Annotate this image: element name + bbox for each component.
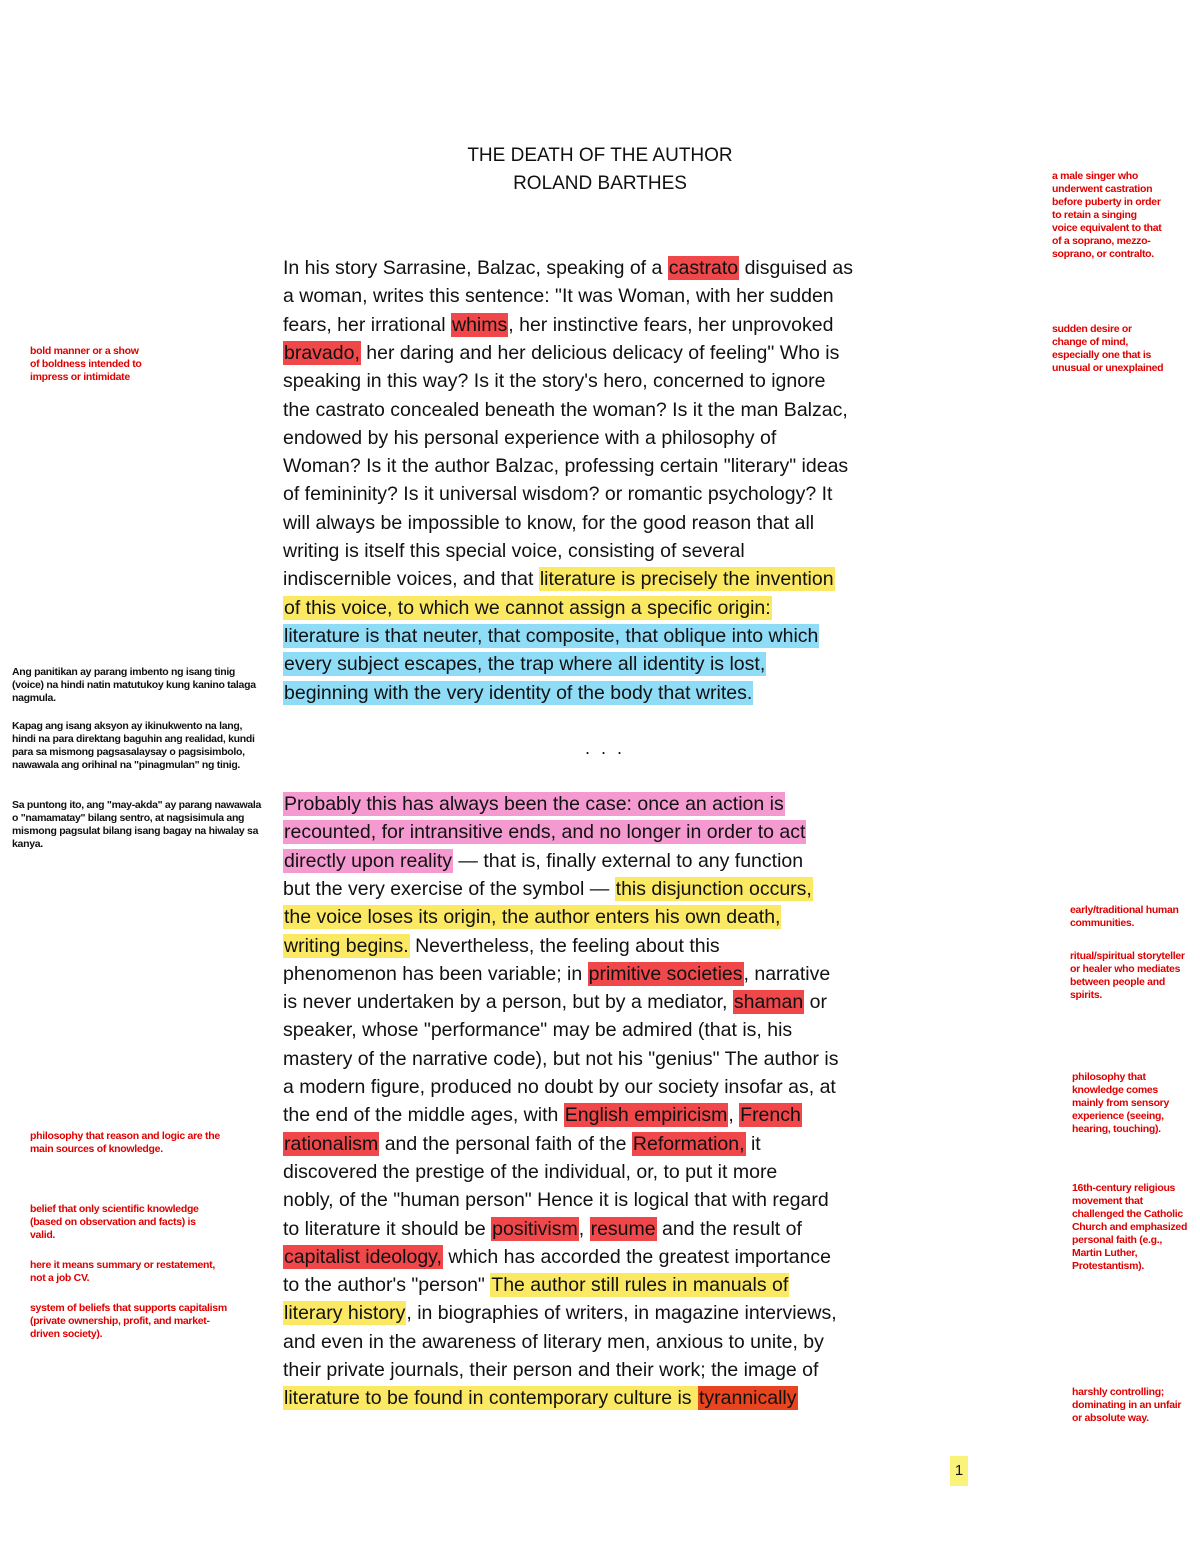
text-run: mastery of the narrative code), but not his "genius" The author is	[283, 1047, 839, 1070]
text-run: ,	[728, 1104, 740, 1127]
highlighted-text: the voice loses its origin, the author enters his own death,	[284, 906, 781, 929]
text-line	[283, 282, 834, 310]
text-line	[283, 650, 766, 678]
text-run: , her instinctive fears, her unprovoked	[508, 313, 834, 336]
text-run: a woman, writes this sentence: "It was Woman, with her sudden	[283, 285, 834, 308]
text-line	[283, 1243, 831, 1271]
text-line	[283, 1158, 777, 1186]
text-line	[283, 1384, 798, 1412]
highlighted-text: French	[740, 1104, 801, 1127]
highlighted-text: The author still rules in manuals of	[491, 1274, 789, 1297]
highlighted-text: shaman	[733, 991, 804, 1014]
highlighted-text: tyrannically	[698, 1387, 797, 1410]
text-line	[283, 1186, 829, 1214]
text-line	[283, 1271, 789, 1299]
ellipsis: . . .	[585, 738, 626, 758]
note-positivism: belief that only scientific knowledge (based on observation and facts) is valid.	[30, 1203, 199, 1241]
text-line	[283, 932, 720, 960]
highlighted-text: whims	[452, 313, 508, 336]
note-rationalism: philosophy that reason and logic are the main sources of knowledge.	[30, 1130, 220, 1155]
text-run: will always be impossible to know, for the good reason that all	[283, 511, 815, 534]
text-run: and the result of	[656, 1217, 802, 1240]
text-run: of femininity? Is it universal wisdom? or romantic psychology? It	[283, 483, 833, 506]
note-resume: here it means summary or restatement, not a job CV.	[30, 1259, 215, 1284]
note-tagalog-3: Sa puntong ito, ang "may-akda" ay parang nawawala o "namamatay" bilang sentro, at nagsisimula ang mismong pagsulat bilang isang bagay na hiwalay sa kanya.	[12, 799, 262, 850]
text-line	[283, 818, 806, 846]
text-run: indiscernible voices, and that	[283, 568, 539, 591]
text-line	[283, 1299, 837, 1327]
highlighted-text: every subject escapes, the trap where all identity is lost,	[284, 653, 766, 676]
highlighted-text: recounted, for intransitive ends, and no longer in order to act	[284, 821, 806, 844]
text-run: speaking in this way? Is it the story's hero, concerned to ignore	[283, 370, 826, 393]
text-line	[283, 1016, 792, 1044]
text-run: , in biographies of writers, in magazine interviews,	[406, 1302, 837, 1325]
text-run: is never undertaken by a person, but by a mediator,	[283, 991, 733, 1014]
note-empiricism: philosophy that knowledge comes mainly from sensory experience (seeing, hearing, touching).	[1072, 1071, 1170, 1135]
text-line	[283, 847, 803, 875]
note-bravado: bold manner or a show of boldness intended to impress or intimidate	[30, 345, 142, 383]
text-line	[283, 367, 825, 395]
text-line	[283, 790, 785, 818]
highlighted-text: literature is that neuter, that composite, that oblique into which	[284, 624, 819, 647]
text-run: the castrato concealed beneath the woman? Is it the man Balzac,	[283, 398, 848, 421]
note-reformation: 16th-century religious movement that challenged the Catholic Church and emphasized personal faith (e.g., Martin Luther, Protestantism).	[1072, 1182, 1188, 1272]
highlighted-text: capitalist ideology,	[284, 1245, 442, 1268]
text-run: their private journals, their person and their work; the image of	[283, 1359, 819, 1381]
text-line	[283, 339, 839, 367]
text-line	[283, 1045, 838, 1073]
note-whims: sudden desire or change of mind, especially one that is unusual or unexplained	[1052, 323, 1164, 374]
text-run: phenomenon has been variable; in	[283, 962, 588, 985]
text-line	[283, 565, 835, 593]
text-line	[283, 452, 848, 480]
text-run: a modern figure, produced no doubt by our society insofar as, at	[283, 1076, 836, 1098]
highlighted-text: literature to be found in contemporary culture is	[284, 1387, 697, 1410]
text-line	[283, 1130, 761, 1158]
note-shaman: ritual/spiritual storyteller or healer who mediates between people and spirits.	[1070, 950, 1185, 1001]
note-tagalog-1: Ang panitikan ay parang imbento ng isang tinig (voice) na hindi natin matutukoy kung kanino talaga nagmula.	[12, 666, 256, 704]
text-run: Woman? Is it the author Balzac, professing certain "literary" ideas	[283, 455, 849, 478]
highlighted-text: beginning with the very identity of the body that writes.	[284, 681, 753, 704]
text-line	[283, 311, 833, 339]
author-name: ROLAND BARTHES	[513, 173, 687, 194]
highlighted-text: Probably this has always been the case: once an action is	[284, 793, 784, 815]
text-run: disguised as	[739, 257, 853, 279]
highlighted-text: literary history	[284, 1302, 406, 1325]
highlighted-text: resume	[590, 1217, 656, 1240]
highlighted-text: of this voice, to which we cannot assign a specific origin:	[284, 596, 771, 619]
text-line	[283, 254, 853, 282]
text-line	[283, 424, 776, 452]
text-run: or	[804, 991, 827, 1014]
text-run: endowed by his personal experience with a philosophy of	[283, 426, 777, 449]
text-run: and even in the awareness of literary men, anxious to unite, by	[283, 1330, 824, 1353]
text-line	[283, 1073, 836, 1101]
text-run: the end of the middle ages, with	[283, 1104, 564, 1127]
text-line	[283, 1101, 802, 1129]
note-castrato: a male singer who underwent castration before puberty in order to retain a singing voice equivalent to that of a soprano, mezzo-soprano, or contralto.	[1052, 170, 1162, 260]
text-line	[283, 480, 832, 508]
note-capitalist: system of beliefs that supports capitalism (private ownership, profit, and market-driven society).	[30, 1302, 227, 1340]
highlighted-text: positivism	[492, 1217, 578, 1240]
text-line	[283, 396, 848, 424]
text-line	[283, 988, 827, 1016]
text-line	[283, 509, 814, 537]
text-run: speaker, whose "performance" may be admired (that is, his	[283, 1019, 793, 1042]
note-tagalog-2: Kapag ang isang aksyon ay ikinukwento na lang, hindi na para direktang baguhin ang realidad, kundi para sa mismong pagsasalaysay o pagsisimbolo, nawawala ang orihinal na "pinagmulan" ng tinig.	[12, 720, 255, 771]
highlighted-text: bravado,	[284, 341, 360, 364]
highlighted-text: literature is precisely the invention	[539, 568, 834, 591]
text-run: which has accorded the greatest importance	[442, 1245, 831, 1268]
text-line	[283, 1328, 824, 1356]
highlighted-text: writing begins.	[284, 934, 409, 957]
text-run: , narrative	[743, 962, 831, 985]
text-line	[283, 1215, 802, 1243]
text-run: her daring and her delicious delicacy of feeling" Who is	[360, 341, 840, 364]
note-tyrannically: harshly controlling; dominating in an unfair or absolute way.	[1072, 1386, 1182, 1424]
text-line	[283, 537, 745, 565]
text-run: Nevertheless, the feeling about this	[409, 934, 720, 957]
text-line	[283, 960, 830, 988]
text-run: it	[745, 1132, 761, 1155]
text-run: fears, her irrational	[283, 313, 451, 336]
text-run: and the personal faith of the	[379, 1132, 632, 1155]
page-title: THE DEATH OF THE AUTHOR	[467, 145, 733, 166]
text-run: In his story Sarrasine, Balzac, speaking of a	[283, 257, 668, 279]
note-primitive: early/traditional human communities.	[1070, 904, 1179, 929]
highlighted-text: rationalism	[284, 1132, 379, 1155]
text-run: but the very exercise of the symbol —	[283, 877, 615, 900]
highlighted-text: English empiricism	[564, 1104, 728, 1127]
text-run: writing is itself this special voice, consisting of several	[283, 540, 745, 562]
text-line	[283, 875, 813, 903]
text-run: discovered the prestige of the individual, or, to put it more	[283, 1160, 778, 1183]
text-line	[283, 594, 772, 622]
page-number: 1	[950, 1456, 968, 1486]
text-run: to the author's "person"	[283, 1274, 491, 1297]
text-line	[283, 903, 781, 931]
text-line	[283, 622, 819, 650]
text-run: ,	[578, 1217, 590, 1240]
text-line	[283, 679, 753, 707]
text-run: nobly, of the "human person" Hence it is logical that with regard	[283, 1189, 829, 1212]
highlighted-text: directly upon reality	[284, 849, 452, 872]
text-run: to literature it should be	[283, 1217, 492, 1240]
text-line	[283, 1356, 818, 1384]
highlighted-text: this disjunction occurs,	[615, 877, 812, 900]
highlighted-text: primitive societies	[588, 962, 743, 985]
highlighted-text: castrato	[668, 257, 739, 279]
highlighted-text: Reformation,	[632, 1132, 745, 1155]
text-run: — that is, finally external to any function	[453, 849, 804, 872]
